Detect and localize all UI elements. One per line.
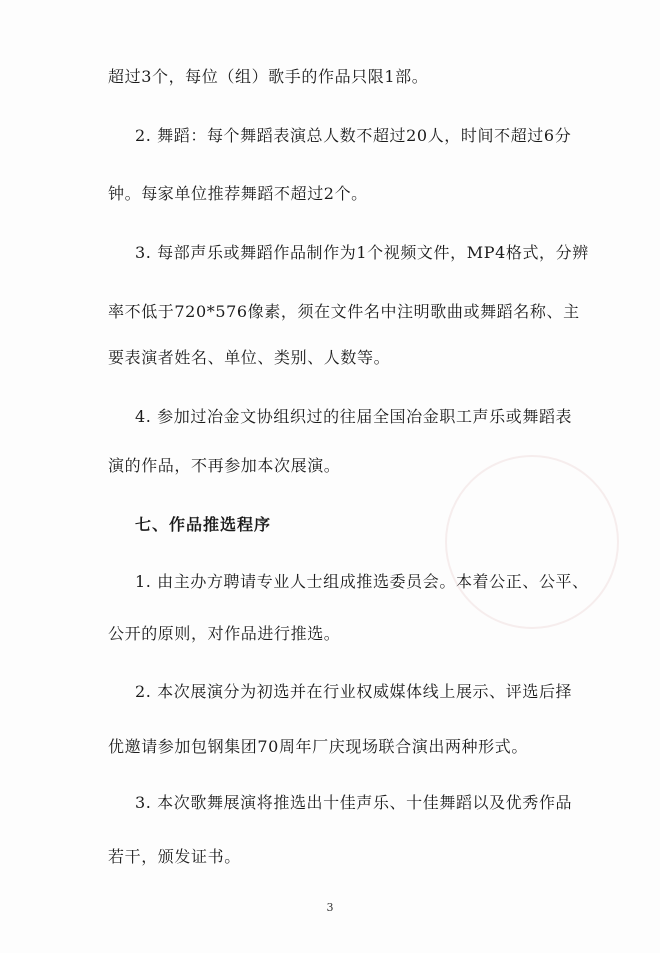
text-line: 要表演者姓名、单位、类别、人数等。 <box>108 348 391 367</box>
text-line: 3. 每部声乐或舞蹈作品制作为1个视频文件，MP4格式，分辨 <box>135 243 589 262</box>
text-line: 若干，颁发证书。 <box>108 847 241 866</box>
text-line: 公开的原则，对作品进行推选。 <box>108 624 341 643</box>
text-line: 2. 舞蹈：每个舞蹈表演总人数不超过20人，时间不超过6分 <box>135 126 572 145</box>
text-line: 2. 本次展演分为初选并在行业权威媒体线上展示、评选后择 <box>135 682 573 701</box>
page-number: 3 <box>326 901 334 914</box>
section-heading: 七、作品推选程序 <box>135 515 272 534</box>
text-line: 1. 由主办方聘请专业人士组成推选委员会。本着公正、公平、 <box>135 572 589 591</box>
faint-seal-stamp <box>445 455 619 629</box>
text-line: 3. 本次歌舞展演将推选出十佳声乐、十佳舞蹈以及优秀作品 <box>135 793 573 812</box>
text-line: 率不低于720*576像素，须在文件名中注明歌曲或舞蹈名称、主 <box>108 302 580 321</box>
text-line: 演的作品，不再参加本次展演。 <box>108 456 341 475</box>
text-line: 优邀请参加包钢集团70周年厂庆现场联合演出两种形式。 <box>108 737 528 756</box>
text-line: 钟。每家单位推荐舞蹈不超过2个。 <box>108 184 368 203</box>
text-line: 4. 参加过冶金文协组织过的往届全国冶金职工声乐或舞蹈表 <box>135 407 573 426</box>
text-line: 超过3个，每位（组）歌手的作品只限1部。 <box>108 67 429 86</box>
